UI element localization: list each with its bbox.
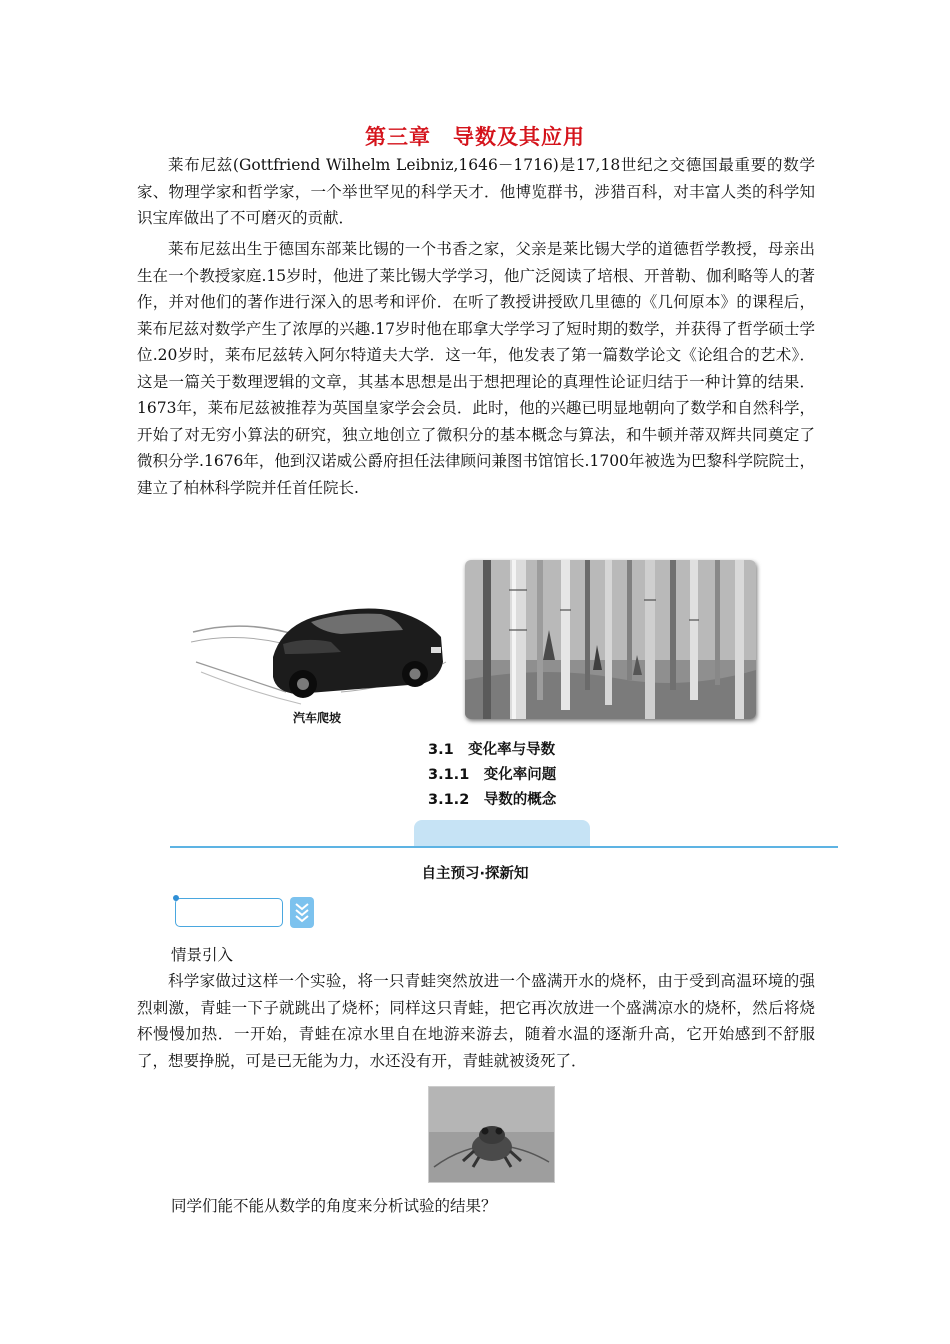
- car-climbing-image: [191, 592, 449, 712]
- section-heading-3-1-1: 3.1.1 变化率问题: [428, 767, 557, 783]
- chevron-down-icon: [290, 897, 314, 928]
- label-dot: [173, 895, 179, 901]
- frog-experiment-paragraph: 科学家做过这样一个实验，将一只青蛙突然放进一个盛满开水的烧杯，由于受到高温环境的强烈刺激，青蛙一下子就跳出了烧杯；同样这只青蛙，把它再次放进一个盛满凉水的烧杯，然后将烧杯慢慢加热．一开始，青蛙在凉水里自在地游来游去，随着水温的逐渐升高，它开始感到不舒服了，想要挣脱，可是已无能为力，水还没有开，青蛙就被烫死了．: [137, 972, 815, 1070]
- frog-image: [429, 1087, 554, 1182]
- scene-intro-label: 情景引入: [171, 946, 234, 964]
- section-heading-3-1: 3.1 变化率与导数: [428, 742, 556, 758]
- car-caption: 汽车爬坡: [292, 711, 341, 725]
- intro-paragraph-2: 莱布尼兹出生于德国东部莱比锡的一个书香之家，父亲是莱比锡大学的道德哲学教授，母亲出生在一个教授家庭.15岁时，他进了莱比锡大学学习，他广泛阅读了培根、开普勒、伽利略等人的著作，并对他们的著作进行深入的思考和评价．在听了教授讲授欧几里德的《几何原本》的课程后，莱布尼兹对数学产生了浓厚的兴趣.17岁时他在耶拿大学学习了短时期的数学，并获得了哲学硕士学位.20岁时，莱布尼兹转入阿尔特道夫大学．这一年，他发表了第一篇数学论文《论组合的艺术》．这是一篇关于数理逻辑的文章，其基本思想是出于想把理论的真理性论证归结于一种计算的结果．1673年，莱布尼兹被推荐为英国皇家学会会员．此时，他的兴趣已明显地朝向了数学和自然科学，开始了对无穷小算法的研究，独立地创立了微积分的基本概念与算法，和牛顿并蒂双辉共同奠定了微积分学.1676年，他到汉诺威公爵府担任法律顾问兼图书馆馆长.1700年被选为巴黎科学院院士，建立了柏林科学院并任首任院长.: [137, 240, 815, 497]
- chapter-title: 第三章 导数及其应用: [365, 125, 585, 149]
- study-heading: 自主预习·探新知: [421, 866, 529, 882]
- intro-paragraph-1: 莱布尼兹(Gottfriend Wilhelm Leibniz,1646－1716)是17,18世纪之交德国最重要的数学家、物理学家和哲学家，一个举世罕见的科学天才．他博览群书，涉猎百科，对丰富人类的科学知识宝库做出了不可磨灭的贡献．: [137, 156, 815, 227]
- bamboo-forest-image: [465, 560, 756, 719]
- section-heading-3-1-2: 3.1.2 导数的概念: [428, 792, 557, 808]
- band-divider: [170, 846, 838, 848]
- band-tab: [414, 820, 590, 847]
- question-text: 同学们能不能从数学的角度来分析试验的结果？: [171, 1197, 497, 1215]
- label-box: [175, 898, 283, 927]
